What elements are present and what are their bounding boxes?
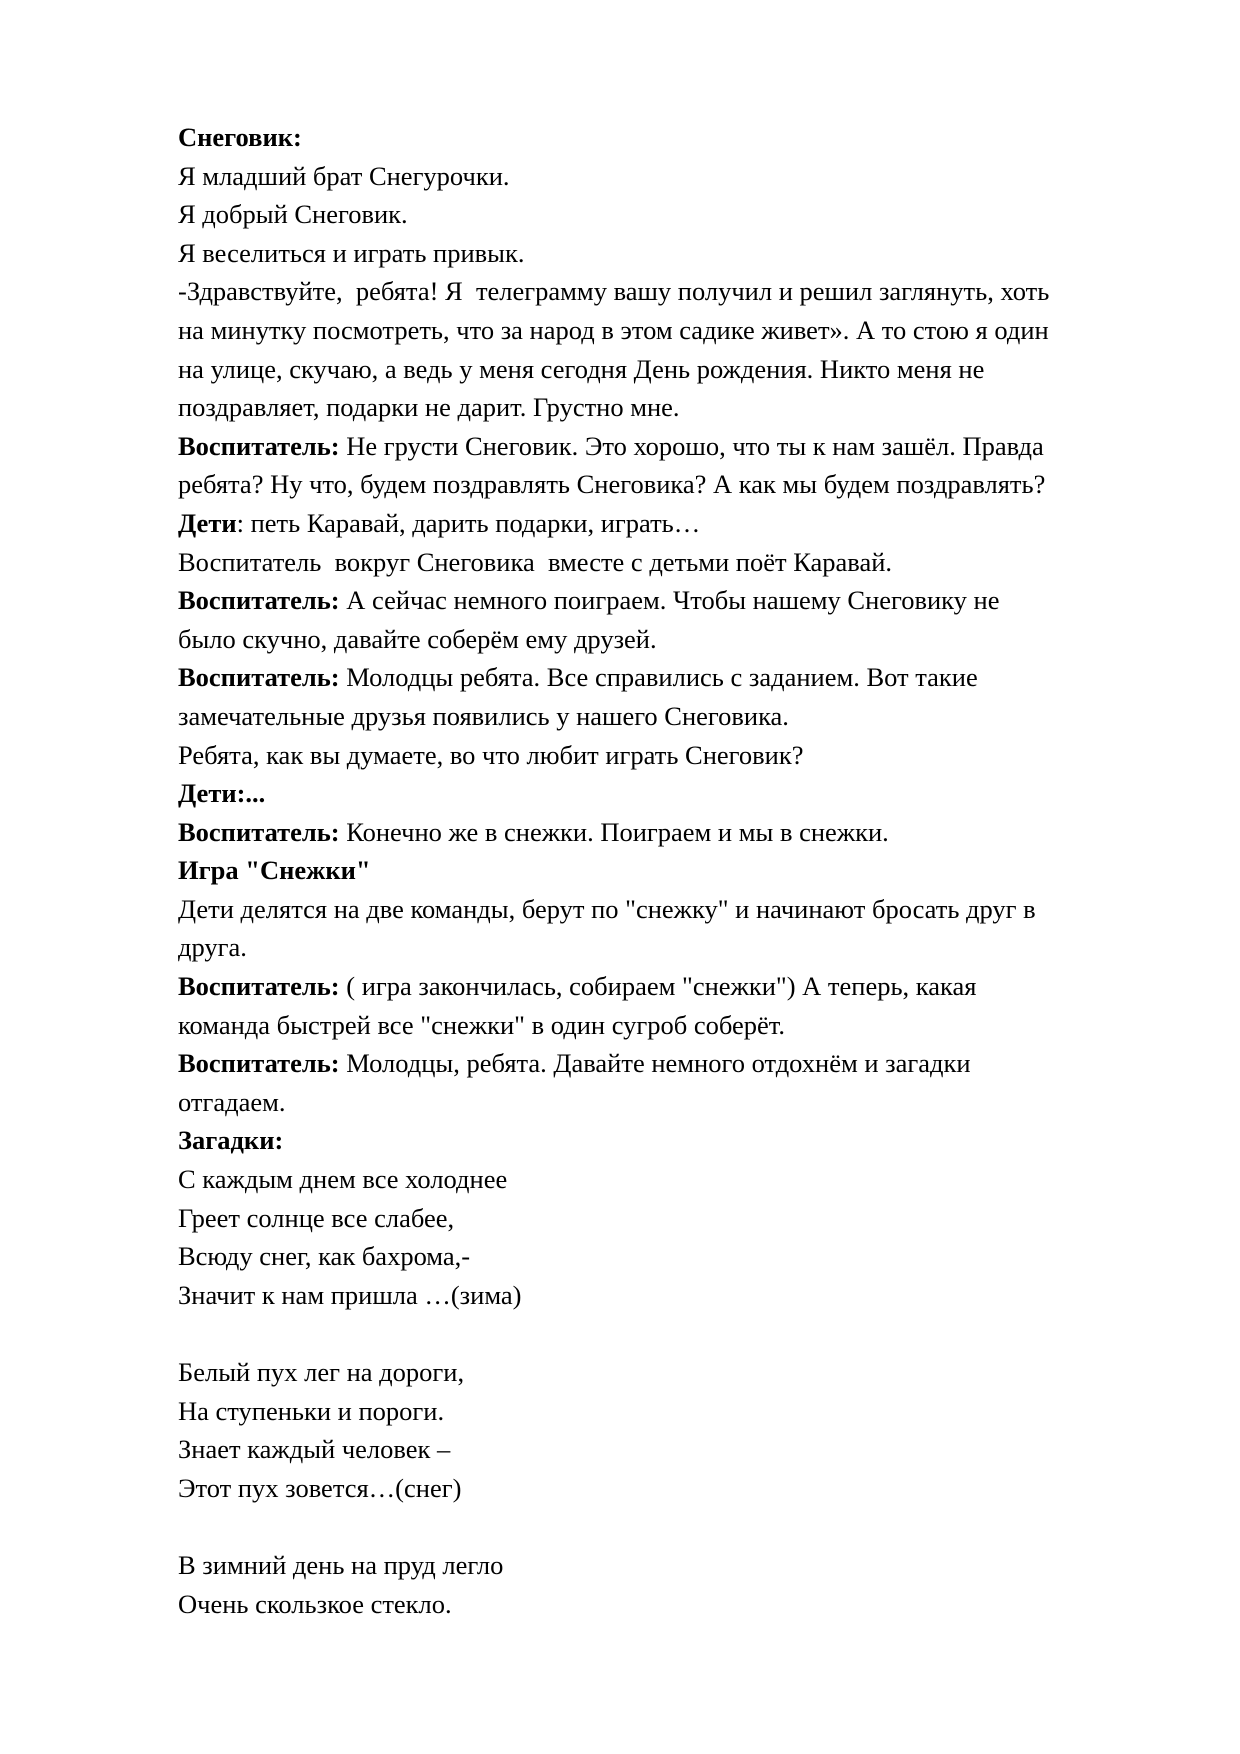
blank-line xyxy=(178,1507,1178,1546)
text-line xyxy=(178,697,1178,736)
line-text: поздравляет, подарки не дарит. Грустно мне. xyxy=(178,392,680,423)
line-text: А сейчас немного поиграем. Чтобы нашему Снеговику не xyxy=(339,585,1000,616)
line-text: На ступеньки и пороги. xyxy=(178,1395,445,1426)
text-line xyxy=(178,581,1178,620)
text-line xyxy=(178,543,1178,582)
speaker-label: Дети xyxy=(178,507,237,538)
text-line xyxy=(178,1585,1178,1624)
line-text: Всюду снег, как бахрома,- xyxy=(178,1241,471,1272)
text-line xyxy=(178,813,1178,852)
speaker-label: Снеговик: xyxy=(178,122,302,152)
text-line xyxy=(178,928,1178,967)
line-text: на улице, скучаю, а ведь у меня сегодня День рождения. Никто меня не xyxy=(178,353,985,384)
speaker-label: Игра "Снежки" xyxy=(178,855,371,886)
line-text: Белый пух лег на дороги, xyxy=(178,1357,465,1387)
text-line xyxy=(178,1044,1178,1083)
speaker-label: Воспитатель: xyxy=(178,816,340,847)
text-line xyxy=(178,851,1178,890)
text-line xyxy=(178,234,1178,273)
text-line xyxy=(178,1430,1178,1469)
text-line xyxy=(178,658,1178,697)
line-text: Молодцы, ребята. Давайте немного отдохнём и загадки xyxy=(339,1048,971,1079)
text-line xyxy=(178,1160,1178,1199)
text-line xyxy=(178,1237,1178,1276)
text-line xyxy=(178,1083,1178,1122)
text-line xyxy=(178,427,1178,466)
blank-line xyxy=(178,1314,1178,1353)
line-text: отгадаем. xyxy=(178,1086,286,1117)
text-line xyxy=(178,388,1178,427)
line-text: Греет солнце все слабее, xyxy=(178,1202,455,1233)
text-line xyxy=(178,504,1178,543)
line-text: Ребята, как вы думаете, во что любит играть Снеговик? xyxy=(178,739,804,770)
speaker-label: Воспитатель: xyxy=(178,1048,340,1079)
line-text: : петь Каравай, дарить подарки, играть… xyxy=(236,507,701,538)
text-line xyxy=(178,1469,1178,1508)
text-line xyxy=(178,1006,1178,1045)
line-text: Молодцы ребята. Все справились с заданием. Вот такие xyxy=(339,662,978,693)
line-text: -Здравствуйте, ребята! Я телеграмму вашу получил и решил заглянуть, хоть xyxy=(178,276,1050,307)
text-line xyxy=(178,1121,1178,1160)
line-text: Не грусти Снеговик. Это хорошо, что ты к нам зашёл. Правда xyxy=(339,430,1044,461)
line-text: Я младший брат Снегурочки. xyxy=(178,160,510,191)
line-text: Конечно же в снежки. Поиграем и мы в снежки. xyxy=(339,816,889,847)
text-line xyxy=(178,465,1178,504)
text-line xyxy=(178,967,1178,1006)
line-text: В зимний день на пруд легло xyxy=(178,1549,504,1580)
speaker-label: Загадки: xyxy=(178,1125,284,1156)
line-text: С каждым днем все холоднее xyxy=(178,1164,508,1195)
text-line xyxy=(178,774,1178,813)
line-text: Этот пух зовется…(снег) xyxy=(178,1472,462,1503)
text-line xyxy=(178,118,1178,157)
text-line xyxy=(178,195,1178,234)
line-text: Значит к нам пришла …(зима) xyxy=(178,1279,522,1310)
line-text: команда быстрей все "снежки" в один сугроб соберёт. xyxy=(178,1009,785,1040)
line-text: Я добрый Снеговик. xyxy=(178,199,408,230)
text-line xyxy=(178,1276,1178,1315)
text-line xyxy=(178,1353,1178,1392)
speaker-label: Воспитатель: xyxy=(178,430,340,461)
text-line xyxy=(178,311,1178,350)
text-line xyxy=(178,890,1178,929)
line-text: на минутку посмотреть, что за народ в этом садике живет». А то стою я один xyxy=(178,314,1049,345)
line-text: Воспитатель вокруг Снеговика вместе с детьми поёт Каравай. xyxy=(178,546,893,577)
text-line xyxy=(178,1392,1178,1431)
text-line xyxy=(178,272,1178,311)
line-text: Знает каждый человек – xyxy=(178,1434,451,1465)
line-text: ( игра закончилась, собираем "снежки") А теперь, какая xyxy=(339,971,977,1002)
speaker-label: Воспитатель: xyxy=(178,585,340,616)
text-line xyxy=(178,1546,1178,1585)
speaker-label: Воспитатель: xyxy=(178,662,340,693)
speaker-label: Дети:... xyxy=(178,778,266,809)
line-text: было скучно, давайте соберём ему друзей. xyxy=(178,623,657,654)
text-line xyxy=(178,620,1178,659)
line-text: Очень скользкое стекло. xyxy=(178,1588,452,1619)
text-line xyxy=(178,1199,1178,1238)
document-body xyxy=(178,118,1178,1623)
line-text: ребята? Ну что, будем поздравлять Снеговика? А как мы будем поздравлять? xyxy=(178,469,1046,500)
text-line xyxy=(178,157,1178,196)
text-line xyxy=(178,350,1178,389)
line-text: замечательные друзья появились у нашего Снеговика. xyxy=(178,700,789,731)
speaker-label: Воспитатель: xyxy=(178,971,340,1002)
text-line xyxy=(178,736,1178,775)
line-text: друга. xyxy=(178,932,247,963)
line-text: Я веселиться и играть привык. xyxy=(178,237,525,268)
line-text: Дети делятся на две команды, берут по "снежку" и начинают бросать друг в xyxy=(178,893,1036,924)
